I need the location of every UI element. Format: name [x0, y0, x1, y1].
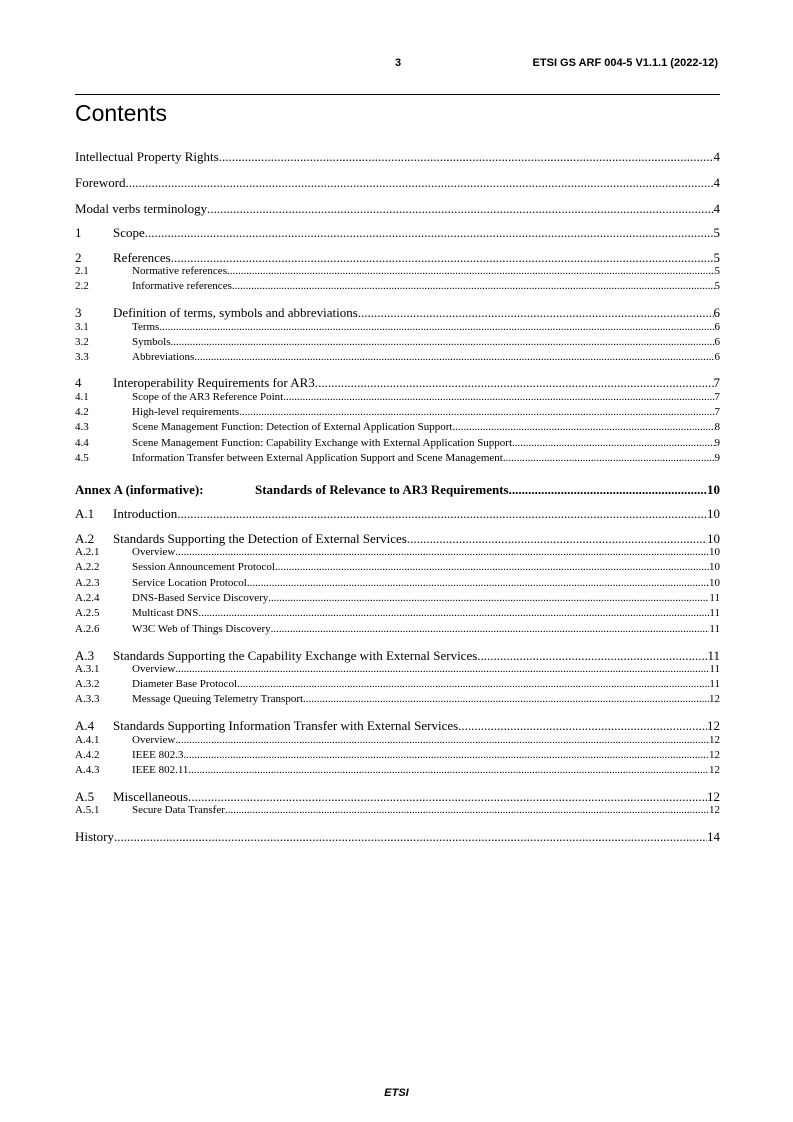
- toc-entry-page: 14: [707, 829, 720, 844]
- toc-entry-page: 10: [709, 577, 720, 589]
- toc-entry-page: 6: [713, 305, 720, 320]
- toc-entry-number: A.2.2: [75, 561, 100, 573]
- toc-entry[interactable]: [75, 663, 720, 676]
- toc-entry-label: Scene Management Function: Detection of External Application Support: [132, 421, 453, 433]
- toc-entry-number: 3.1: [75, 321, 89, 333]
- toc-dot-leader: [283, 391, 714, 404]
- toc-entry[interactable]: [75, 175, 720, 191]
- toc-entry-label: Definition of terms, symbols and abbreviations: [113, 305, 358, 320]
- toc-entry-page: 12: [707, 718, 720, 733]
- toc-entry-number: A.3.1: [75, 663, 100, 675]
- toc-entry-label: Miscellaneous: [113, 789, 189, 804]
- toc-dot-leader: [458, 718, 707, 734]
- toc-entry-label: Intellectual Property Rights: [75, 149, 219, 164]
- toc-entry[interactable]: [75, 280, 720, 293]
- toc-dot-leader: [303, 693, 709, 706]
- toc-entry-page: 7: [714, 406, 720, 418]
- toc-dot-leader: [219, 149, 714, 165]
- page-title: Contents: [75, 100, 168, 126]
- toc-dot-leader: [175, 546, 709, 559]
- toc-entry-page: 8: [714, 421, 720, 433]
- toc-entry-page: 10: [707, 531, 720, 546]
- toc-dot-leader: [188, 789, 707, 805]
- toc-entry-page: 4: [713, 201, 720, 216]
- toc-dot-leader: [247, 577, 709, 590]
- toc-entry-label: Scope: [113, 225, 145, 240]
- toc-entry-label: Interoperability Requirements for AR3: [113, 375, 315, 390]
- toc-entry[interactable]: [75, 336, 720, 349]
- page-number: 3: [394, 57, 402, 69]
- toc-dot-leader: [232, 280, 715, 293]
- toc-dot-leader: [268, 592, 709, 605]
- toc-entry[interactable]: [75, 225, 720, 241]
- toc-entry-label: Normative references: [132, 265, 227, 277]
- toc-entry[interactable]: [75, 305, 720, 321]
- toc-entry[interactable]: [75, 789, 720, 805]
- toc-entry-number: 4.2: [75, 406, 89, 418]
- toc-entry-number: A.4.2: [75, 749, 100, 761]
- toc-entry-page: 7: [713, 375, 720, 390]
- toc-entry[interactable]: [75, 201, 720, 217]
- footer-org: ETSI: [384, 1087, 409, 1099]
- toc-entry-number: 3.2: [75, 336, 89, 348]
- toc-entry-page: 10: [707, 482, 720, 497]
- toc-entry-label: Modal verbs terminology: [75, 201, 208, 216]
- toc-entry-number: A.4: [75, 718, 95, 733]
- toc-entry-label: Standards Supporting Information Transfer with External Services: [113, 718, 459, 733]
- toc-entry[interactable]: [75, 546, 720, 559]
- toc-entry[interactable]: [75, 250, 720, 266]
- toc-entry[interactable]: [75, 452, 720, 465]
- toc-dot-leader: [275, 561, 709, 574]
- toc-entry-label: Multicast DNS: [132, 607, 199, 619]
- toc-entry[interactable]: [75, 764, 720, 777]
- toc-entry-number: 4.4: [75, 437, 89, 449]
- toc-entry-label: Foreword: [75, 175, 126, 190]
- toc-dot-leader: [225, 804, 709, 817]
- toc-entry-number: A.3.3: [75, 693, 100, 705]
- toc-entry-label: Overview: [132, 546, 176, 558]
- toc-entry-label: IEEE 802.11: [132, 764, 189, 776]
- toc-entry-label: Scope of the AR3 Reference Point: [132, 391, 284, 403]
- toc-entry-page: 5: [714, 265, 720, 277]
- toc-entry-page: 10: [709, 546, 720, 558]
- toc-entry-label: DNS-Based Service Discovery: [132, 592, 269, 604]
- toc-entry[interactable]: [75, 561, 720, 574]
- toc-entry-number: A.5: [75, 789, 95, 804]
- toc-dot-leader: [177, 506, 707, 522]
- toc-entry-number: Annex A (informative):: [75, 482, 204, 497]
- toc-entry-number: 2.2: [75, 280, 89, 292]
- toc-entry-page: 6: [714, 321, 720, 333]
- toc-entry-number: A.2.3: [75, 577, 100, 589]
- toc-dot-leader: [271, 623, 710, 636]
- toc-entry[interactable]: [75, 693, 720, 706]
- toc-entry-label: Abbreviations: [132, 351, 195, 363]
- toc-entry[interactable]: [75, 531, 720, 547]
- toc-entry[interactable]: [75, 678, 720, 691]
- toc-entry-page: 11: [709, 663, 720, 675]
- toc-entry-label: Diameter Base Protocol: [132, 678, 238, 690]
- toc-entry-page: 9: [714, 452, 720, 464]
- toc-entry-page: 12: [707, 789, 720, 804]
- toc-entry-number: A.3: [75, 648, 95, 663]
- toc-entry-number: 1: [75, 225, 82, 240]
- toc-entry-number: A.2.4: [75, 592, 100, 604]
- toc-entry-label: Overview: [132, 734, 176, 746]
- toc-entry[interactable]: [75, 321, 720, 334]
- toc-entry-number: 3.3: [75, 351, 89, 363]
- toc-entry-page: 6: [714, 351, 720, 363]
- toc-entry-label: Service Location Protocol: [132, 577, 247, 589]
- toc-entry-page: 10: [707, 506, 720, 521]
- toc-entry[interactable]: [75, 577, 720, 590]
- toc-dot-leader: [239, 406, 714, 419]
- toc-entry-label: Symbols: [132, 336, 171, 348]
- toc-entry[interactable]: [75, 265, 720, 278]
- toc-entry-number: A.2.5: [75, 607, 100, 619]
- toc-entry-number: A.4.1: [75, 734, 100, 746]
- toc-entry[interactable]: [75, 351, 720, 364]
- toc-dot-leader: [227, 265, 715, 278]
- toc-entry-page: 4: [713, 149, 720, 164]
- toc-entry[interactable]: [75, 421, 720, 434]
- toc-entry-number: A.2.6: [75, 623, 100, 635]
- toc-entry-page: 11: [707, 648, 720, 663]
- toc-entry[interactable]: [75, 749, 720, 762]
- toc-dot-leader: [183, 749, 709, 762]
- toc-entry-page: 10: [709, 561, 720, 573]
- toc-entry-label: Informative references: [132, 280, 232, 292]
- toc-entry[interactable]: [75, 391, 720, 404]
- document-id: ETSI GS ARF 004-5 V1.1.1 (2022-12): [532, 57, 718, 69]
- toc-dot-leader: [315, 375, 714, 391]
- toc-entry-label: History: [75, 829, 114, 844]
- toc-entry-number: A.4.3: [75, 764, 100, 776]
- toc-dot-leader: [175, 663, 709, 676]
- toc-dot-leader: [358, 305, 714, 321]
- toc-entry-label: Standards of Relevance to AR3 Requirements: [255, 482, 509, 497]
- toc-entry-number: 4.3: [75, 421, 89, 433]
- toc-dot-leader: [452, 421, 714, 434]
- toc-entry-label: References: [113, 250, 171, 265]
- toc-entry[interactable]: [75, 623, 720, 636]
- toc-entry[interactable]: [75, 734, 720, 747]
- toc-entry-number: 4.5: [75, 452, 89, 464]
- toc-entry[interactable]: [75, 648, 720, 664]
- toc-entry-number: A.2.1: [75, 546, 100, 558]
- toc-entry-page: 9: [714, 437, 720, 449]
- toc-entry-number: 4: [75, 375, 82, 390]
- toc-entry[interactable]: [75, 592, 720, 605]
- toc-entry[interactable]: [75, 375, 720, 391]
- toc-dot-leader: [407, 531, 707, 547]
- toc-entry-label: Session Announcement Protocol: [132, 561, 275, 573]
- toc-entry-page: 5: [713, 250, 720, 265]
- toc-dot-leader: [512, 437, 714, 450]
- toc-entry-label: Introduction: [113, 506, 178, 521]
- toc-entry[interactable]: [75, 829, 720, 845]
- toc-entry-page: 11: [709, 678, 720, 690]
- toc-dot-leader: [159, 321, 714, 334]
- toc-entry-number: 4.1: [75, 391, 89, 403]
- toc-entry-label: Secure Data Transfer: [132, 804, 225, 816]
- toc-entry-label: Standards Supporting the Capability Exchange with External Services: [113, 648, 478, 663]
- toc-entry-page: 11: [709, 592, 720, 604]
- toc-entry-page: 12: [709, 804, 720, 816]
- toc-dot-leader: [509, 482, 707, 498]
- toc-entry[interactable]: [75, 437, 720, 450]
- toc-entry-page: 12: [709, 764, 720, 776]
- toc-dot-leader: [126, 175, 714, 191]
- toc-entry[interactable]: [75, 607, 720, 620]
- toc-dot-leader: [171, 250, 714, 266]
- toc-entry[interactable]: [75, 718, 720, 734]
- toc-entry-label: W3C Web of Things Discovery: [132, 623, 271, 635]
- toc-entry-page: 12: [709, 693, 720, 705]
- toc-entry-number: 2: [75, 250, 82, 265]
- toc-dot-leader: [477, 648, 707, 664]
- toc-dot-leader: [194, 351, 714, 364]
- toc-entry-number: A.2: [75, 531, 95, 546]
- toc-entry-number: 3: [75, 305, 82, 320]
- toc-entry-label: Information Transfer between External Application Support and Scene Management: [132, 452, 503, 464]
- toc-entry-label: Message Queuing Telemetry Transport: [132, 693, 304, 705]
- toc-dot-leader: [237, 678, 709, 691]
- toc-entry-label: IEEE 802.3: [132, 749, 184, 761]
- toc-dot-leader: [188, 764, 709, 777]
- toc-entry-number: A.5.1: [75, 804, 100, 816]
- toc-entry-label: High-level requirements: [132, 406, 240, 418]
- toc-entry[interactable]: [75, 804, 720, 817]
- toc-entry-page: 11: [709, 623, 720, 635]
- toc-dot-leader: [503, 452, 715, 465]
- toc-entry-page: 5: [714, 280, 720, 292]
- toc-entry[interactable]: [75, 506, 720, 522]
- header-rule: [75, 94, 720, 95]
- toc-entry-label: Terms: [132, 321, 160, 333]
- toc-dot-leader: [145, 225, 714, 241]
- toc-entry-number: A.1: [75, 506, 95, 521]
- toc-dot-leader: [207, 201, 713, 217]
- toc-dot-leader: [114, 829, 707, 845]
- toc-entry-label: Scene Management Function: Capability Exchange with External Application Support: [132, 437, 513, 449]
- toc-entry-page: 4: [713, 175, 720, 190]
- toc-entry-page: 6: [714, 336, 720, 348]
- toc-entry-label: Overview: [132, 663, 176, 675]
- toc-dot-leader: [175, 734, 709, 747]
- toc-dot-leader: [198, 607, 709, 620]
- toc-entry-page: 12: [709, 749, 720, 761]
- toc-entry-number: 2.1: [75, 265, 89, 277]
- toc-entry-page: 12: [709, 734, 720, 746]
- toc-entry-page: 7: [714, 391, 720, 403]
- toc-entry-page: 5: [713, 225, 720, 240]
- toc-entry-page: 11: [709, 607, 720, 619]
- toc-dot-leader: [171, 336, 715, 349]
- toc-entry[interactable]: [75, 149, 720, 165]
- toc-entry-number: A.3.2: [75, 678, 100, 690]
- toc-entry[interactable]: [75, 406, 720, 419]
- toc-entry[interactable]: [75, 482, 720, 498]
- toc-entry-label: Standards Supporting the Detection of External Services: [113, 531, 407, 546]
